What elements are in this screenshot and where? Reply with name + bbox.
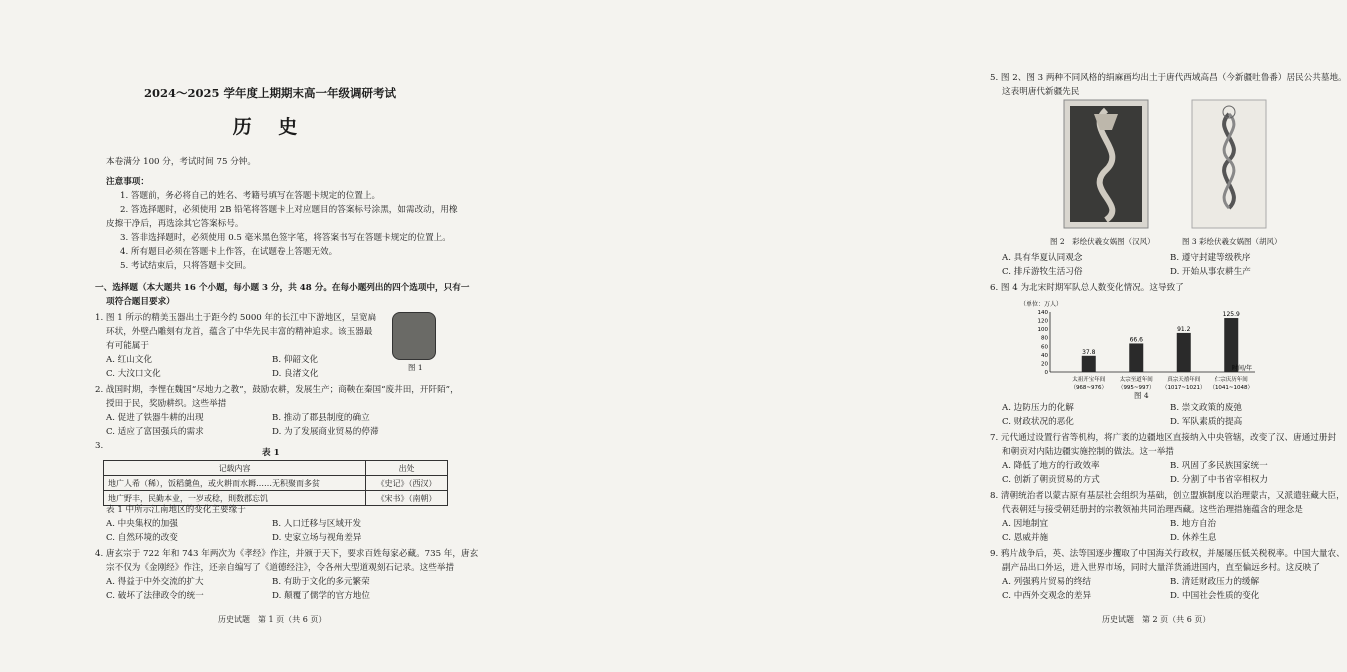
chart-period-label: （1041~1048） [1209,385,1254,391]
q8-option-c: C. 恩威并施 [1002,533,1049,543]
q4-option-a: A. 得益于中外交流的扩大 [106,577,204,587]
chart-bar [1129,343,1143,372]
table-title: 表 1 [262,448,280,458]
subject-title: 历 史 [232,116,308,138]
q6-option-c: C. 财政状况的恶化 [1002,417,1074,427]
q3-option-b: B. 人口迁移与区域开发 [272,519,362,529]
fuxi-nuwa-han-image [1064,100,1148,228]
q7-stem: 和朝贡对内陆边疆实施控制的做法。这一举措 [1002,447,1174,457]
chart-ytick-label: 0 [1044,370,1048,376]
chart-bar [1224,318,1238,372]
army-size-chart [1020,298,1265,398]
q9-option-a: A. 列强鸦片贸易的终结 [1002,577,1092,587]
q2-option-d: D. 为了发展商业贸易的停滞 [272,427,379,437]
jade-artifact-image [392,312,436,360]
table-header: 出处 [366,461,448,476]
q6-stem: 6. 图 4 为北宋时期军队总人数变化情况。这导致了 [990,283,1184,293]
q5-option-b: B. 遵守封建等级秩序 [1170,253,1251,263]
exam-page-right [480,0,1347,672]
notice-item: 皮擦干净后，再选涂其它答案标号。 [106,219,244,229]
q8-stem: 8. 清朝统治者以蒙古原有基层社会组织为基础，创立盟旗制度以治理蒙古，又派遣驻藏大臣， [990,491,1345,501]
q5-option-a: A. 具有华夏认同观念 [1002,253,1083,263]
q8-option-a: A. 因地制宜 [1002,519,1049,529]
chart-ytick-label: 120 [1037,318,1048,325]
q7-option-c: C. 创新了朝贡贸易的方式 [1002,475,1100,485]
q4-option-b: B. 有助于文化的多元繁荣 [272,577,370,587]
chart-ytick-label: 80 [1041,335,1048,342]
q2-option-b: B. 推动了郡县制度的确立 [272,413,370,423]
q9-stem: 9. 鸦片战争后，英、法等国逐步攫取了中国海关行政权，并屡屡压低关税税率。中国大量农、 [990,549,1345,559]
chart-value-label: 37.8 [1082,348,1096,356]
exam-page-left [0,0,480,672]
score-time: 本卷满分 100 分，考试时间 75 分钟。 [106,157,256,167]
q7-option-a: A. 降低了地方的行政效率 [1002,461,1100,471]
notice-item: 4. 所有题目必须在答题卡上作答，在试题卷上答题无效。 [120,247,338,257]
q3-option-a: A. 中央集权的加强 [106,519,178,529]
chart-value-label: 66.6 [1129,336,1143,344]
table-cell: 《史记》（西汉） [366,476,448,491]
q1-option-b: B. 仰韶文化 [272,355,319,365]
chart-value-label: 125.9 [1222,311,1240,319]
chart-bar [1082,356,1096,372]
table-header: 记载内容 [104,461,366,476]
q2-stem: 2. 战国时期，李悝在魏国“尽地力之教”，鼓励农耕，发展生产；商鞅在秦国“废井田，开阡陌”， [95,385,459,395]
chart-ytick-label: 100 [1037,327,1048,334]
chart-ytick-label: 40 [1041,352,1048,359]
q1-option-c: C. 大汶口文化 [106,369,161,379]
chart-value-label: 91.2 [1177,325,1191,333]
q7-option-b: B. 巩固了多民族国家统一 [1170,461,1268,471]
table-header-row [104,461,448,476]
q3-option-d: D. 史家立场与视角差异 [272,533,362,543]
page-footer: 历史试题 第 2 页（共 6 页） [1102,615,1211,624]
table-cell: 地广野丰，民勤本业，一岁或稔，則数郡忘饥 [104,491,366,506]
chart-category-label: 真宗天禧年间 [1167,377,1201,383]
q7-option-d: D. 分割了中书省宰相权力 [1170,475,1268,485]
q4-option-c: C. 破坏了法律政令的统一 [106,591,204,601]
q9-option-c: C. 中西外交观念的差异 [1002,591,1092,601]
table-cell: 《宋书》（南朝） [366,491,448,506]
q1-stem: 环状，外壁凸雕刻有龙首，蕴含了中华先民丰富的精神追求。该玉器最 [106,327,373,337]
q1-option-d: D. 良渚文化 [272,369,319,379]
chart-ytick-label: 140 [1037,310,1048,316]
chart-period-label: （995~997） [1117,385,1155,391]
record-table [103,460,448,506]
q4-option-d: D. 颠覆了儒学的官方地位 [272,591,370,601]
chart-bar [1177,333,1191,372]
figure-caption: 图 1 [408,363,423,372]
chart-period-label: （968~976） [1070,385,1108,391]
q7-stem: 7. 元代通过设置行省等机构，将广袤的边疆地区直接纳入中央管辖，改变了汉、唐通过册封 [990,433,1337,443]
figure-caption: 图 4 [1134,391,1149,400]
q2-stem: 授田于民，奖励耕织。这些举措 [106,399,227,409]
section-heading: 一、选择题（本大题共 16 个小题，每小题 3 分，共 48 分。在每小题列出的四个选项中，只有一 [95,283,470,293]
q3-stem: 表 1 中所示江南地区的变化主要缘于 [106,505,246,515]
chart-ylabel: （单位：万人） [1020,301,1063,308]
notice-item: 5. 考试结束后，只将答题卡交回。 [120,261,252,271]
table-row [104,476,448,491]
q9-option-b: B. 清廷财政压力的缓解 [1170,577,1260,587]
q9-stem: 副产品出口外运，进入世界市场，同时大量洋货涌进国内，直至偏远乡村。这反映了 [1002,563,1320,573]
chart-ytick-label: 60 [1041,344,1048,351]
chart-ytick-label: 20 [1041,361,1048,368]
q5-stem: 5. 图 2、图 3 两种不同风格的绢麻画均出土于唐代西域高昌（今新疆吐鲁番）居民公共墓地。 [990,73,1347,83]
figure-caption: 图 2 彩绘伏羲女娲图（汉风） [1050,237,1155,246]
page-footer: 历史试题 第 1 页（共 6 页） [218,615,327,624]
figure-caption: 图 3 彩绘伏羲女娲图（胡风） [1182,237,1282,246]
chart-category-label: 太祖开宝年间 [1072,377,1106,383]
exam-title: 2024～2025 学年度上期期末高一年级调研考试 [143,86,396,100]
q3-number: 3. [95,441,104,451]
q9-option-d: D. 中国社会性质的变化 [1170,591,1260,601]
q1-stem: 1. 图 1 所示的精美玉器出土于距今约 5000 年的长江中下游地区，呈宽扁 [95,313,377,323]
q6-option-d: D. 军队素质的提高 [1170,417,1243,427]
chart-category-label: 仁宗庆历年间 [1214,377,1248,383]
q5-option-c: C. 排斥游牧生活习俗 [1002,267,1083,277]
q6-option-b: B. 崇文政策的废弛 [1170,403,1242,413]
notice-item: 2. 答选择题时，必须使用 2B 铅笔将答题卡上对应题目的答案标号涂黑，如需改动，用橡 [120,205,458,215]
q4-stem: 宗不仅为《金刚经》作注，还亲自编写了《道德经注》，令各州大型道观刻石记录。这些举措 [106,563,455,573]
chart-category-label: 太宗至道年间 [1119,377,1153,383]
q1-stem: 有可能属于 [106,341,149,351]
q2-option-a: A. 促进了铁器牛耕的出现 [106,413,204,423]
table-cell: 地广人希（稀），饭稻羹鱼，或火耕而水耨……无积聚而多贫 [104,476,366,491]
q8-option-b: B. 地方自治 [1170,519,1217,529]
q4-stem: 4. 唐玄宗于 722 年和 743 年两次为《孝经》作注，并颁于天下，要求百姓每家必藏。735 年，唐玄 [95,549,479,559]
q2-option-c: C. 适应了富国强兵的需求 [106,427,204,437]
chart-period-label: （1017~1021） [1161,385,1206,391]
q6-option-a: A. 边防压力的化解 [1002,403,1074,413]
q3-option-c: C. 自然环境的改变 [106,533,178,543]
q1-option-a: A. 红山文化 [106,355,153,365]
notice-item: 3. 答非选择题时，必须使用 0.5 毫米黑色签字笔，将答案书写在答题卡规定的位置上。 [120,233,451,243]
q5-option-d: D. 开始从事农耕生产 [1170,267,1251,277]
q8-option-d: D. 休养生息 [1170,533,1217,543]
section-heading: 项符合题目要求） [106,297,175,307]
chart-xlabel: 时间/年 [1232,365,1253,372]
q8-stem: 代表朝廷与接受朝廷册封的宗教领袖共同治理西藏。这些治理措施蕴含的理念是 [1002,505,1303,515]
fuxi-nuwa-hu-image [1192,100,1266,228]
notice-item: 1. 答题前，务必将自己的姓名、考籍号填写在答题卡规定的位置上。 [120,191,381,201]
q5-stem: 这表明唐代新疆先民 [1002,87,1080,97]
notice-title: 注意事项： [106,177,149,187]
